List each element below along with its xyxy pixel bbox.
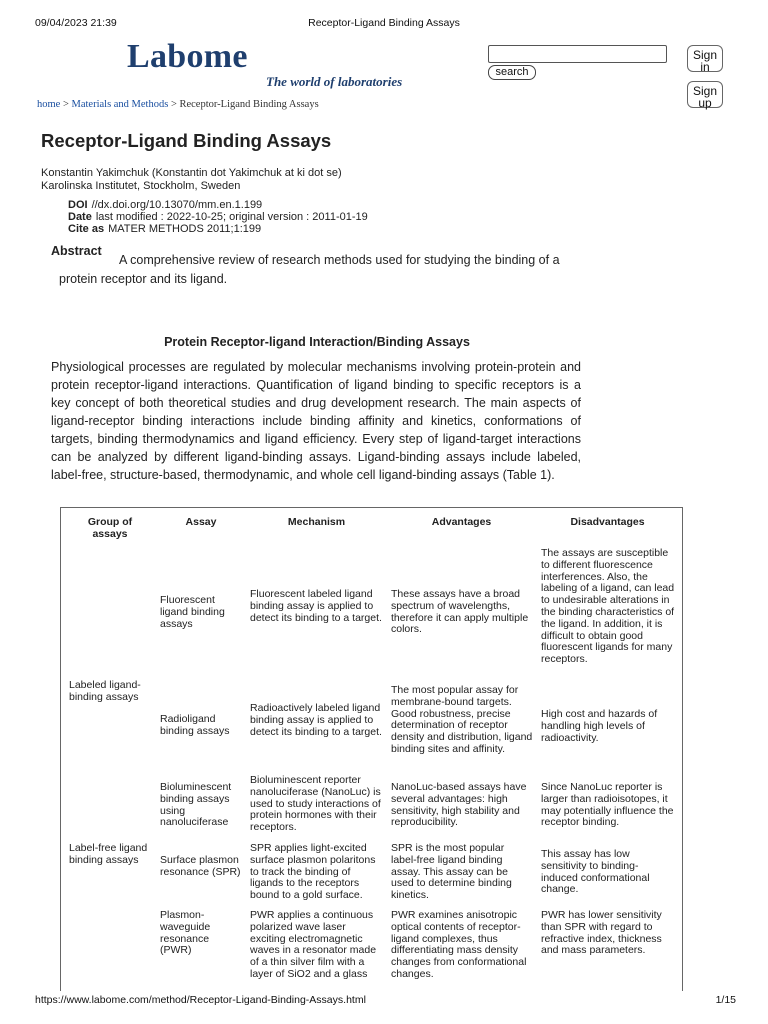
table-cell-mechanism: SPR applies light-excited surface plasmon polaritons to track the binding of ligands to the receptors bound to a gold surface.: [250, 842, 376, 902]
table-cell-disadvantages: PWR has lower sensitivity than SPR with regard to refractive index, thickness and mass parameters.: [541, 909, 662, 957]
table-cell-advantages: PWR examines anisotropic optical contents of receptor-ligand complexes, thus differentiating mass density changes from conformational changes.: [391, 909, 527, 980]
section-title: Protein Receptor-ligand Interaction/Binding Assays: [164, 335, 470, 349]
print-datetime: 09/04/2023 21:39: [35, 17, 117, 29]
table-cell-advantages: These assays have a broad spectrum of wavelengths, therefore it can apply multiple colors.: [391, 588, 529, 636]
table-cell-assay: Surface plasmon resonance (SPR): [160, 854, 241, 878]
table-cell-disadvantages: Since NanoLuc reporter is larger than radioisotopes, it may potentially influence the receptor binding.: [541, 781, 674, 829]
table-cell-assay: Radioligand binding assays: [160, 713, 230, 737]
table-cell-mechanism: PWR applies a continuous polarized wave laser exciting electromagnetic waves in a resonator made of a thin silver film with a layer of SiO2 and a glass: [250, 909, 377, 980]
breadcrumb-separator: >: [60, 99, 72, 110]
table-cell-advantages: NanoLuc-based assays have several advantages: high sensitivity, high stability and reproducibility.: [391, 781, 527, 829]
sign-in-button[interactable]: Sign in: [687, 45, 723, 72]
print-footer-url: https://www.labome.com/method/Receptor-Ligand-Binding-Assays.html: [35, 994, 366, 1006]
table-header-assay: Assay: [185, 516, 217, 528]
doi-value[interactable]: //dx.doi.org/10.13070/mm.en.1.199: [91, 199, 263, 211]
print-doc-title: Receptor-Ligand Binding Assays: [308, 17, 460, 29]
intro-paragraph: Physiological processes are regulated by molecular mechanisms involving protein-protein and protein receptor-ligand interactions. Quantification of ligand binding to specific receptors is a key concept of both theoretical studies and drug development research. The main aspects of ligand-receptor binding interactions include binding affinity and kinetics, conformations of targets, binding thermodynamics and ligand efficiency. Every step of ligand-target interactions can be analyzed by different ligand-binding assays. Ligand-binding assays include labeled, label-free, structure-based, thermodynamic, and whole cell ligand-binding assays (Table 1).: [51, 360, 581, 482]
page-title: Receptor-Ligand Binding Assays: [41, 130, 332, 151]
table-cell-disadvantages: High cost and hazards of handling high levels of radioactivity.: [541, 708, 658, 744]
abstract-text: A comprehensive review of research methods used for studying the binding of a protein receptor and its ligand.: [59, 253, 560, 286]
table-group-cell: Labeled ligand-binding assays: [69, 679, 141, 703]
breadcrumb-current: Receptor-Ligand Binding Assays: [179, 99, 319, 110]
date-row: [68, 211, 368, 223]
search-input[interactable]: [488, 45, 667, 63]
cite-row: [68, 223, 261, 235]
site-tagline: The world of laboratories: [266, 74, 403, 89]
author-block: [41, 167, 342, 193]
sign-up-button[interactable]: Sign up: [687, 81, 723, 108]
table-cell-advantages: The most popular assay for membrane-bound targets. Good robustness, precise determination of receptor density and distribution, ligand binding sites and affinity.: [391, 684, 533, 755]
table-cell-mechanism: Radioactively labeled ligand binding assay is applied to detect its binding to a target.: [250, 702, 382, 738]
table-header-group: Group of assays: [87, 516, 133, 540]
table-cell-assay: Plasmon-waveguide resonance (PWR): [160, 909, 211, 957]
breadcrumb-separator: >: [168, 99, 180, 110]
table-group-cell: Label-free ligand binding assays: [69, 842, 148, 866]
breadcrumb: [37, 99, 319, 110]
table-header-advantages: Advantages: [431, 516, 492, 528]
table-cell-disadvantages: This assay has low sensitivity to binding-induced conformational change.: [541, 848, 650, 896]
table-header-disadvantages: Disadvantages: [570, 516, 645, 528]
site-logo[interactable]: Labome: [127, 38, 248, 75]
breadcrumb-materials-link[interactable]: Materials and Methods: [71, 99, 169, 110]
search-button[interactable]: search: [488, 65, 536, 80]
table-cell-advantages: SPR is the most popular label-free ligand binding assay. This assay can be used to determine binding kinetics.: [391, 842, 512, 902]
doi-label: DOI: [68, 199, 88, 211]
date-value: last modified : 2022-10-25; original version : 2011-01-19: [95, 211, 368, 223]
breadcrumb-home-link[interactable]: home: [37, 99, 61, 110]
table-cell-mechanism: Fluorescent labeled ligand binding assay is applied to detect its binding to a target.: [250, 588, 382, 624]
abstract-label: Abstract: [51, 244, 102, 258]
cite-value: MATER METHODS 2011;1:199: [108, 223, 262, 235]
cite-label: Cite as: [68, 223, 105, 235]
doi-row: [68, 199, 262, 211]
table-cell-assay: Bioluminescent binding assays using nanoluciferase: [160, 781, 232, 829]
author-affiliation: Karolinska Institutet, Stockholm, Sweden: [41, 180, 241, 192]
author-name: Konstantin Yakimchuk (Konstantin dot Yakimchuk at ki dot se): [41, 167, 342, 179]
table-cell-disadvantages: The assays are susceptible to different fluorescence interferences. Also, the labeling of a ligand, can lead to undesirable alterations in the binding characteristics of the ligand. In addition, it is difficult to obtain good fluorescent ligands for many receptors.: [541, 547, 675, 666]
print-footer-page: 1/15: [715, 994, 736, 1006]
table-header-mechanism: Mechanism: [287, 516, 346, 528]
date-label: Date: [68, 211, 92, 223]
table-cell-mechanism: Bioluminescent reporter nanoluciferase (NanoLuc) is used to study interactions of protein hormones with their receptors.: [250, 774, 381, 834]
table-cell-assay: Fluorescent ligand binding assays: [160, 594, 225, 630]
